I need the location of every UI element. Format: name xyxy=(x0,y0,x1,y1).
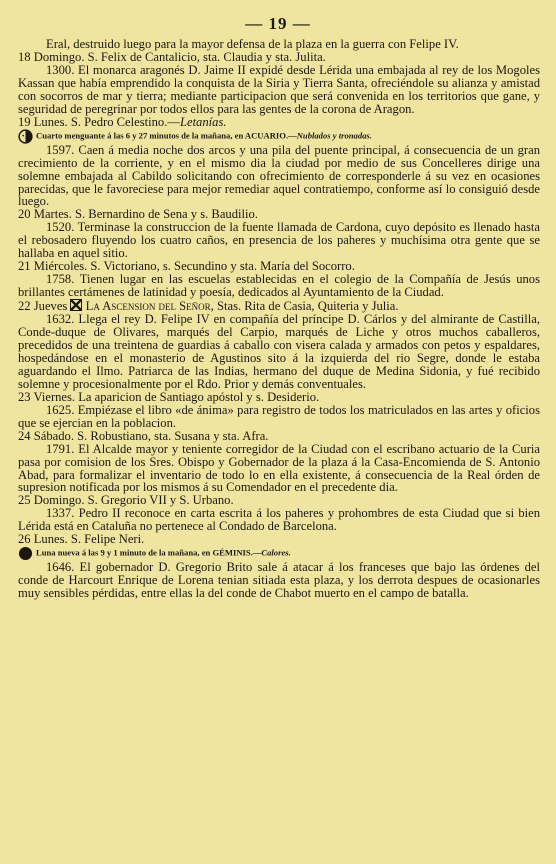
moon-phase-1: Cuarto menguante á las 6 y 27 minutos de la mañana, en ACUARIO.—Nublados y tronadas. xyxy=(18,129,540,144)
event-1632: 1632. Llega el rey D. Felipe IV en compañía del príncipe D. Cárlos y del almirante de Castilla, Conde-duque de Olivares, marqués del Carpio, marqués de Liche y otros muchos caballeros, precedidos de una treintena de guardias á caballo con visera calada y armados con petos y espaldares, hospedándose en el monasterio de Agustinos sito á la izquierda del rio Segre, donde le estaba aguardando el Ilmo. Patriarca de las Indias, hermano del duque de Medina Sidonia, y fué recibido solemne y procesionalmente por el Rdo. Prior y demás conventuales. xyxy=(18,312,540,391)
continuation-text: Eral, destruido luego para la mayor defensa de la plaza en la guerra con Felipe IV. xyxy=(46,37,459,51)
day-entry-20: 20 Martes. S. Bernardino de Sena y s. Baudilio. xyxy=(18,207,258,222)
event-1646: 1646. El gobernador D. Gregorio Brito sale á atacar á los franceses que bajo las órdenes del conde de Harcourt Enrique de Lorena tenian sitiada esta plaza, y los derrota despues de ocasionarles muy sensibles pérdidas, entre ellas la del conde de Chabot muerto en el campo de batalla. xyxy=(18,560,540,601)
event-1337: 1337. Pedro II reconoce en carta escrita á los paheres y prohombres de esta Ciudad que si bien Lérida está en Cataluña no pertenece al Condado de Barcelona. xyxy=(18,506,540,534)
page-body xyxy=(18,38,540,600)
cross-patee-icon xyxy=(70,299,82,311)
event-1520: 1520. Terminase la construccion de la fuente llamada de Cardona, cuyo depósito es llenado hasta el rebosadero fluyendo los cuatro caños, en presencia de los paheres y muchísima otra gente que se hallaba en aquel sitio. xyxy=(18,220,540,261)
page-number: — 19 — xyxy=(245,14,311,33)
event-1791: 1791. El Alcalde mayor y teniente corregidor de la Ciudad con el escribano actuario de la Curia pasa por comision de los Sres. Obispo y Gobernador de la plaza á la Casa-Encomienda de S. Antonio Abad, para formalizar el inventario de todo lo en ella existente, á consecuencia de la Real órden de supresion notificada por los mismos á su Comendador en el precedente dia. xyxy=(18,441,540,495)
day-entry-26: 26 Lunes. S. Felipe Neri. xyxy=(18,532,145,547)
last-quarter-moon-icon xyxy=(18,129,33,144)
event-1625: 1625. Empiézase el libro «de ánima» para registro de todos los matriculados en las artes y oficios que se ejercian en la poblacion. xyxy=(18,402,540,430)
event-1300: 1300. El monarca aragonés D. Jaime II expidé desde Lérida una embajada al rey de los Mogoles Kassan que había emprendido la conquista de la Siria y Tierra Santa, ofreciéndole su alianza y amistad con socorros de mar y tierra; mediante participacion que será convenida en los territorios que gane, y seguridad de peregrinar por todos ellos para las gentes de la corona de Aragon. xyxy=(18,62,540,116)
day-entry-22: 22 Jueves La Ascension del Señor, Stas. Rita de Casia, Quiteria y Julia. xyxy=(18,299,399,314)
day-entry-25: 25 Domingo. S. Gregorio VII y S. Urbano. xyxy=(18,493,234,508)
event-1597: 1597. Caen á media noche dos arcos y una pila del puente principal, á consecuencia de un gran crecimiento de la corriente, y en el mismo dia la ciudad por medio de sus Concelleres dirige una solemne embajada al Cabildo solicitando con ofrecimiento de corresponderle á su vez en ocasiones parecidas, que le favoreciese para mejor remediar aquel contratiempo, conforme así lo consiguió desde luego. xyxy=(18,142,540,209)
day-entry-24: 24 Sábado. S. Robustiano, sta. Susana y sta. Afra. xyxy=(18,428,269,443)
event-1758: 1758. Tienen lugar en las escuelas establecidas en el colegio de la Compañía de Jesús unos brillantes certámenes de latinidad y poesía, dedicados al Ayuntamiento de la Ciudad. xyxy=(18,272,540,300)
moon-phase-2: Luna nueva á las 9 y 1 minuto de la mañana, en GÉMINIS.—Calores. xyxy=(18,546,540,561)
day-entry-21: 21 Miércoles. S. Victoriano, s. Secundino y sta. María del Socorro. xyxy=(18,259,355,274)
new-moon-icon xyxy=(18,546,33,561)
day-entry-23: 23 Viernes. La aparicion de Santiago apóstol y s. Desiderio. xyxy=(18,389,320,404)
day-entry-19: 19 Lunes. S. Pedro Celestino.—Letanías. xyxy=(18,114,227,129)
day-entry-18: 18 Domingo. S. Felix de Cantalicio, sta. Claudia y sta. Julita. xyxy=(18,49,326,64)
